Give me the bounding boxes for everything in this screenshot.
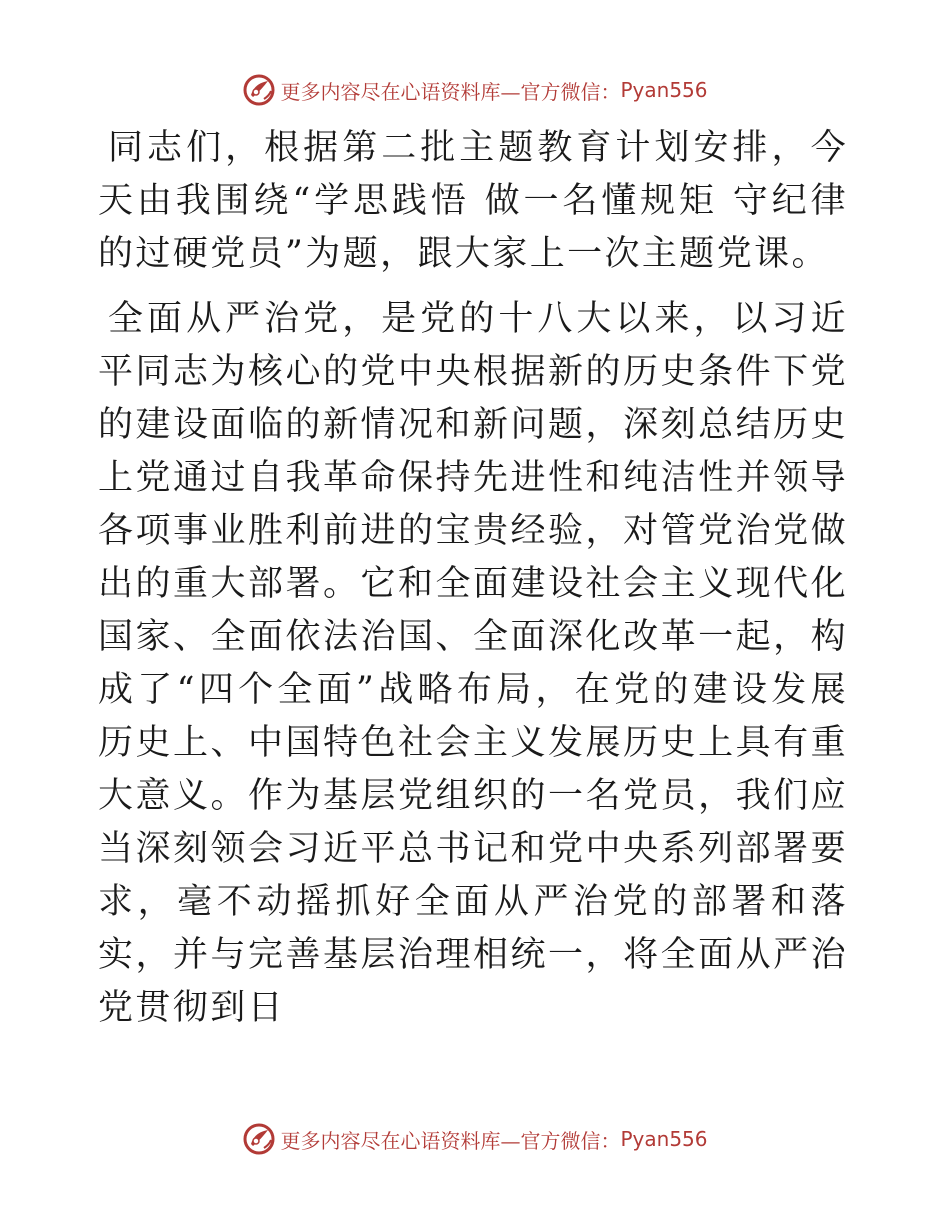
paragraph-main: 全面从严治党，是党的十八大以来，以习近平同志为核心的党中央根据新的历史条件下党的建设面临的新情况和新问题，深刻总结历史上党通过自我革命保持先进性和纯洁性并领导各项事业胜利前进的宝贵经验，对管党治党做出的重大部署。它和全面建设社会主义现代化国家、全面依法治国、全面深化改革一起，构成了“四个全面”战略布局，在党的建设发展历史上、中国特色社会主义发展历史上具有重大意义。作为基层党组织的一名党员，我们应当深刻领会习近平总书记和党中央系列部署要求，毫不动摇抓好全面从严治党的部署和落实，并与完善基层治理相统一，将全面从严治党贯彻到日 — [98, 299, 848, 1028]
footer-contact-id: Pyan556 — [620, 1127, 708, 1151]
document-body — [98, 122, 848, 1035]
seal-logo-icon — [242, 1122, 276, 1156]
header-banner-text: 更多内容尽在心语资料库—官方微信： — [280, 79, 621, 104]
footer-banner — [0, 1119, 950, 1159]
header-contact-id: Pyan556 — [620, 78, 708, 102]
footer-banner-text: 更多内容尽在心语资料库—官方微信： — [280, 1128, 621, 1153]
paragraph-intro: 同志们，根据第二批主题教育计划安排，今天由我围绕“学思践悟 做一名懂规矩 守纪律的过硬党员”为题，跟大家上一次主题党课。 — [98, 128, 848, 274]
seal-logo-icon — [242, 73, 276, 107]
header-banner — [0, 70, 950, 110]
